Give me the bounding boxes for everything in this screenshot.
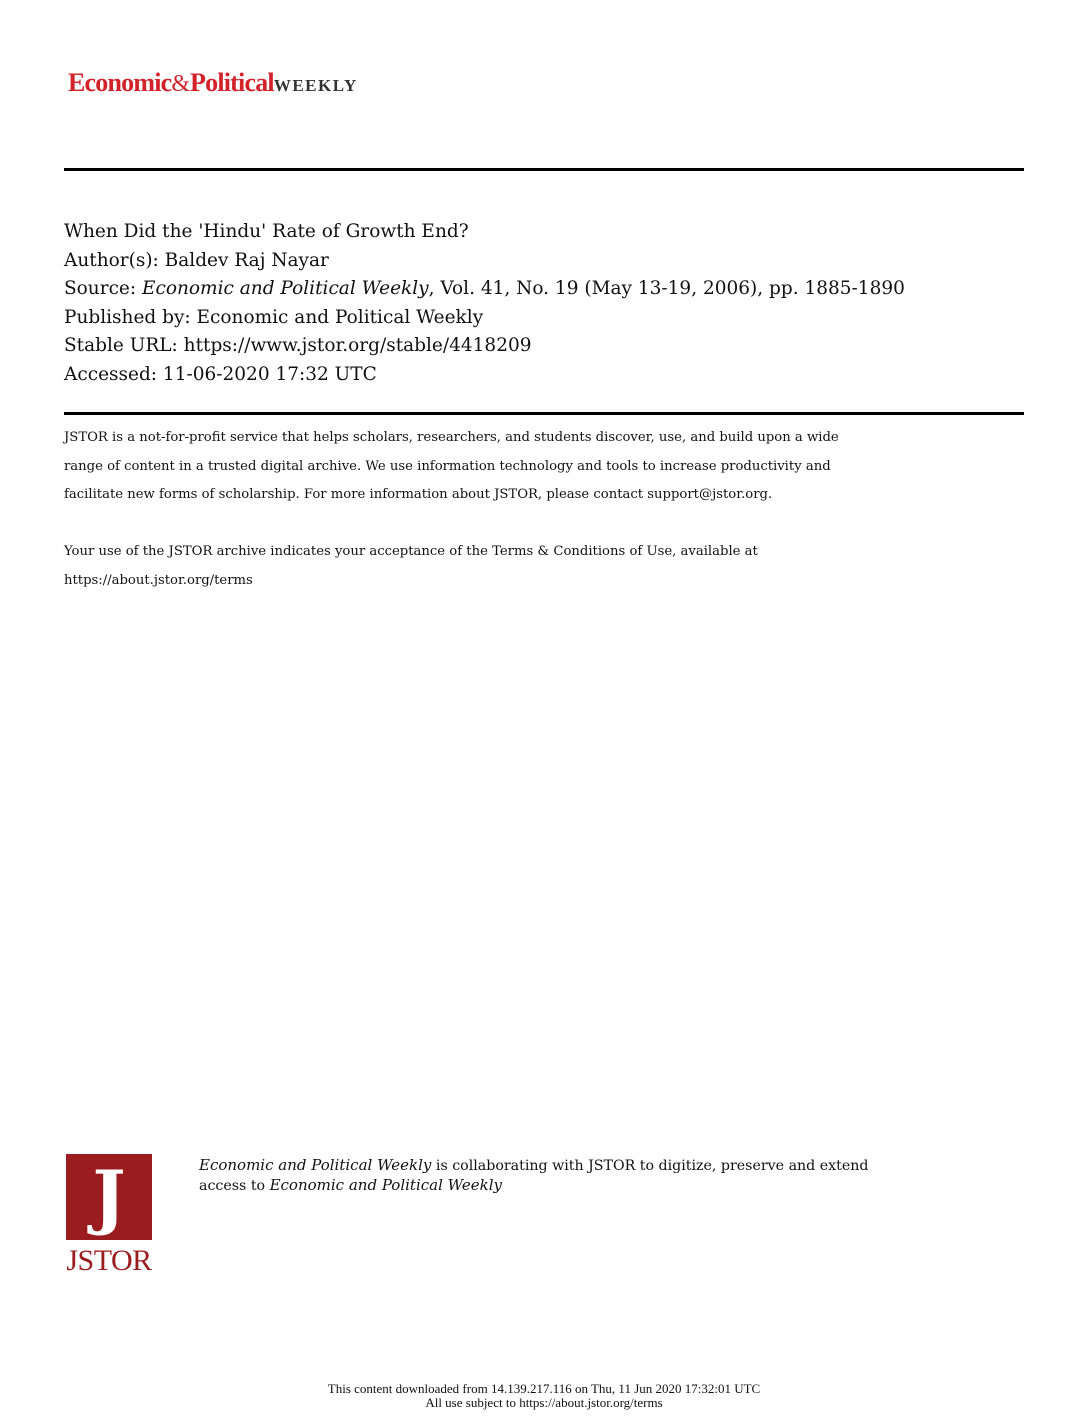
- download-footer: [0, 1382, 1088, 1410]
- author-name: Baldev Raj Nayar: [164, 249, 329, 271]
- notice-line: range of content in a trusted digital archive. We use information technology and tools to increase productivity and: [64, 458, 831, 474]
- source-line: [64, 275, 905, 304]
- stable-url-line: [64, 332, 905, 361]
- collab-line-2: [199, 1176, 868, 1196]
- terms-notice: [64, 538, 758, 595]
- collab-line-1: [199, 1156, 868, 1176]
- jstor-emblem-letter: J: [92, 1155, 126, 1238]
- jstor-logo: [66, 1154, 152, 1278]
- notice-line: facilitate new forms of scholarship. For more information about JSTOR, please contact support@jstor.org.: [64, 487, 773, 503]
- jstor-notice: [64, 424, 839, 510]
- logo-weekly: WEEKLY: [273, 76, 358, 95]
- article-title: When Did the 'Hindu' Rate of Growth End?: [64, 221, 469, 242]
- logo-ampersand: &: [171, 71, 191, 97]
- source-label: Source:: [64, 278, 142, 299]
- collab-text-2: access to: [199, 1177, 270, 1194]
- stable-url-link[interactable]: https://www.jstor.org/stable/4418209: [183, 335, 532, 356]
- epw-logo: [68, 68, 358, 98]
- footer-line-1: This content downloaded from 14.139.217.116 on Thu, 11 Jun 2020 17:32:01 UTC: [327, 1381, 761, 1396]
- middle-divider: [64, 412, 1024, 415]
- published-by: Published by: Economic and Political Weekly: [64, 306, 484, 328]
- footer-line-2: All use subject to https://about.jstor.org/terms: [425, 1395, 663, 1410]
- logo-political: Political: [190, 68, 274, 97]
- source-journal: Economic and Political Weekly: [142, 278, 429, 299]
- terms-url-link[interactable]: https://about.jstor.org/terms: [64, 572, 253, 588]
- author-line: [64, 247, 905, 276]
- author-label: Author(s):: [64, 249, 165, 271]
- stable-url-label: Stable URL:: [64, 335, 184, 356]
- accessed-date: Accessed: 11-06-2020 17:32 UTC: [64, 363, 377, 385]
- citation-block: [64, 218, 905, 389]
- jstor-wordmark: JSTOR: [66, 1244, 152, 1277]
- terms-line: Your use of the JSTOR archive indicates your acceptance of the Terms & Conditions of Use, available at: [64, 544, 758, 559]
- jstor-emblem-icon: [66, 1154, 152, 1240]
- collab-journal-2: Economic and Political Weekly: [269, 1175, 502, 1194]
- notice-line: JSTOR is a not-for-profit service that helps scholars, researchers, and students discover, use, and build upon a wide: [64, 430, 839, 445]
- logo-economic: Economic: [68, 68, 172, 97]
- collaboration-note: [199, 1156, 868, 1195]
- collab-text-1: is collaborating with JSTOR to digitize, preserve and extend: [431, 1158, 869, 1174]
- collab-journal-1: Economic and Political Weekly: [199, 1156, 432, 1174]
- source-details: , Vol. 41, No. 19 (May 13-19, 2006), pp. 1885-1890: [428, 278, 905, 299]
- top-divider: [64, 168, 1024, 171]
